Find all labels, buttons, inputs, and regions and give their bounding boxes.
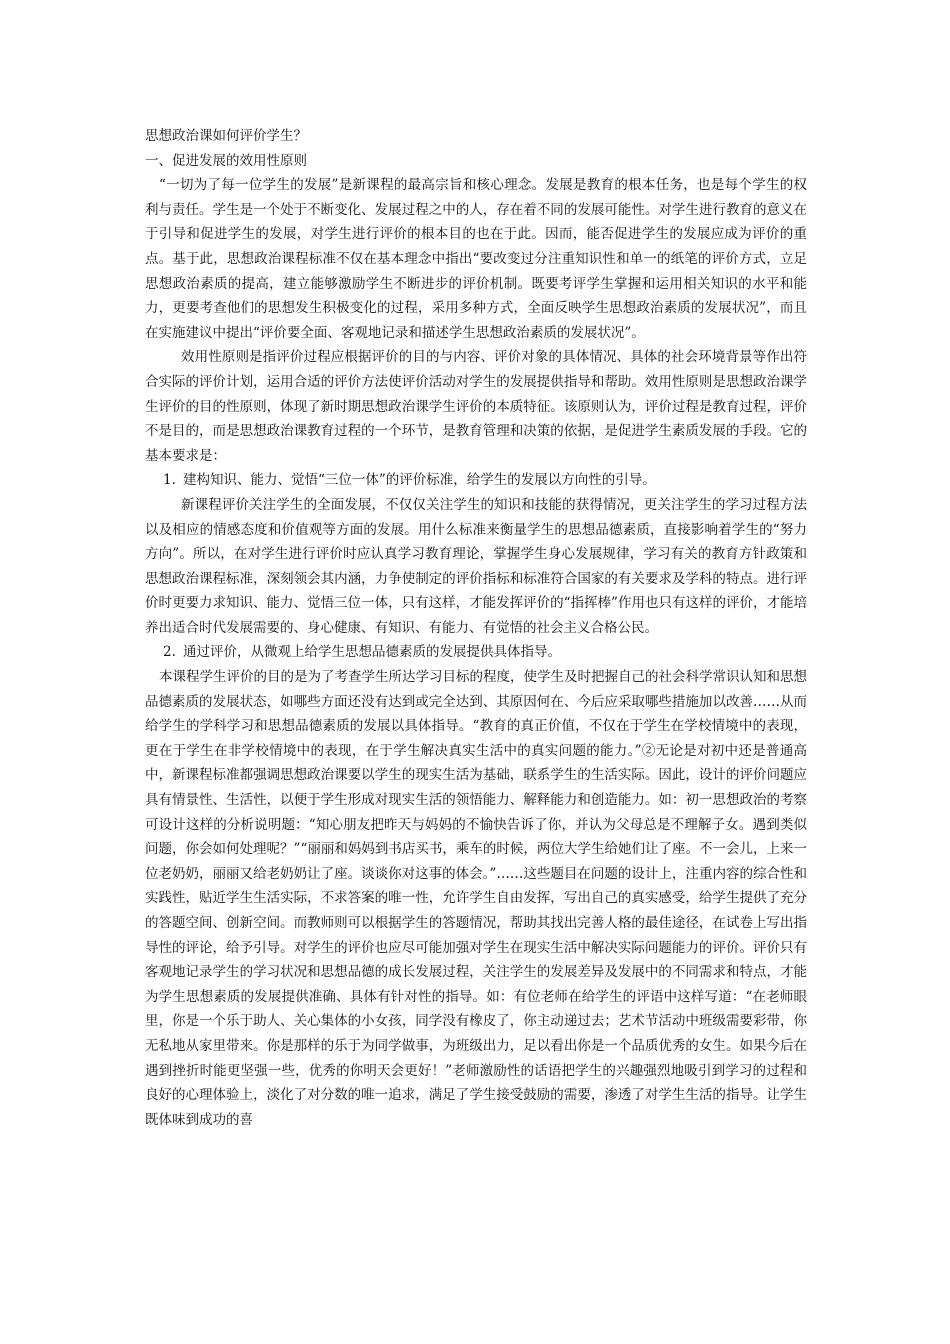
list-item-number: 1. xyxy=(163,472,176,489)
list-item-text: 通过评价，从微观上给学生思想品德素质的发展提供具体指导。 xyxy=(183,644,561,661)
section-heading: 一、促进发展的效用性原则 xyxy=(145,152,307,169)
list-item-text: 建构知识、能力、觉悟“三位一体”的评价标准，给学生的发展以方向性的引导。 xyxy=(183,472,656,489)
list-item-2 xyxy=(145,640,807,665)
paragraph-2: 效用性原则是指评价过程应根据评价的目的与内容、评价对象的具体情况、具体的社会环境背景等作出符合实际的评价计划，运用合适的评价方法使评价活动对学生的发展提供指导和帮助。效用性原则是思想政治课学生评价的目的性原则，体现了新时期思想政治课学生评价的本质特征。该原则认为，评价过程是教育过程，评价不是目的，而是思想政治课教育过程的一个环节，是教育管理和决策的依据，是促进学生素质发展的手段。它的基本要求是： xyxy=(145,349,807,464)
list-item-number: 2. xyxy=(163,644,176,661)
paragraph-1: “一切为了每一位学生的发展”是新课程的最高宗旨和核心理念。发展是教育的根本任务，也是每个学生的权利与责任。学生是一个处于不断变化、发展过程之中的人，存在着不同的发展可能性。对学生进行教育的意义在于引导和促进学生的发展，对学生进行评价的根本目的也在于此。因而，能否促进学生的发展应成为评价的重点。基于此，思想政治课程标准不仅在基本理念中指出“要改变过分注重知识性和单一的纸笔的评价方式，立足思想政治素质的提高，建立能够激励学生不断进步的评价机制。既要考评学生掌握和运用相关知识的水平和能力，更要考查他们的思想发生积极变化的过程，采用多种方式，全面反映学生思想政治素质的发展状况”，而且在实施建议中提出“评价要全面、客观地记录和描述学生思想政治素质的发展状况”。 xyxy=(145,177,807,341)
paragraph-3: 新课程评价关注学生的全面发展，不仅仅关注学生的知识和技能的获得情况，更关注学生的学习过程方法以及相应的情感态度和价值观等方面的发展。用什么标准来衡量学生的思想品德素质，直接影响着学生的“努力方向”。所以，在对学生进行评价时应认真学习教育理论，掌握学生身心发展规律，学习有关的教育方针政策和思想政治课程标准，深刻领会其内涵，力争使制定的评价指标和标准符合国家的有关要求及学科的特点。进行评价时更要力求知识、能力、觉悟三位一体，只有这样，才能发挥评价的“指挥棒”作用也只有这样的评价，才能培养出适合时代发展需要的、身心健康、有知识、有能力、有觉悟的社会主义合格公民。 xyxy=(145,496,807,636)
paragraph-4: 本课程学生评价的目的是为了考查学生所达学习目标的程度，使学生及时把握自己的社会科学常识认知和思想品德素质的发展状态，如哪些方面还没有达到或完全达到、其原因何在、今后应采取哪些措施加以改善……从而给学生的学科学习和思想品德素质的发展以具体指导。“教育的真正价值，不仅在于学生在学校情境中的表现，更在于学生在非学校情境中的表现，在于学生解决真实生活中的真实问题的能力。”②无论是对初中还是普通高中，新课程标准都强调思想政治课要以学生的现实生活为基础，联系学生的生活实际。因此，设计的评价问题应具有情景性、生活性，以便于学生形成对现实生活的领悟能力、解释能力和创造能力。如：初一思想政治的考察可设计这样的分析说明题：“知心朋友把昨天与妈妈的不愉快告诉了你，并认为父母总是不理解子女。遇到类似问题，你会如何处理呢？”“丽丽和妈妈到书店买书，乘车的时候，两位大学生给她们让了座。不一会儿，上来一位老奶奶，丽丽又给老奶奶让了座。谈谈你对这事的体会。”……这些题目在问题的设计上，注重内容的综合性和实践性，贴近学生生活实际，不求答案的唯一性，允许学生自由发挥，写出自己的真实感受，给学生提供了充分的答题空间、创新空间。而教师则可以根据学生的答题情况，帮助其找出完善人格的最佳途径，在试卷上写出指导性的评论，给予引导。对学生的评价也应尽可能加强对学生在现实生活中解决实际问题能力的评价。评价只有客观地记录学生的学习状况和思想品德的成长发展过程，关注学生的发展差异及发展中的不同需求和特点，才能为学生思想素质的发展提供准确、具体有针对性的指导。如：有位老师在给学生的评语中这样写道：“在老师眼里，你是一个乐于助人、关心集体的小女孩，同学没有橡皮了，你主动递过去；艺术节活动中班级需要彩带，你无私地从家里带来。你是那样的乐于为同学做事，为班级出力，足以看出你是一个品质优秀的女生。如果今后在遇到挫折时能更坚强一些，优秀的你明天会更好！”老师激励性的话语把学生的兴趣强烈地吸引到学习的过程和良好的心理体验上，淡化了对分数的唯一追求，满足了学生接受鼓励的需要，渗透了对学生生活的指导。让学生既体味到成功的喜 xyxy=(145,669,807,1128)
document-page xyxy=(145,124,807,1132)
list-item-1 xyxy=(145,468,807,493)
document-title: 思想政治课如何评价学生？ xyxy=(145,128,307,144)
